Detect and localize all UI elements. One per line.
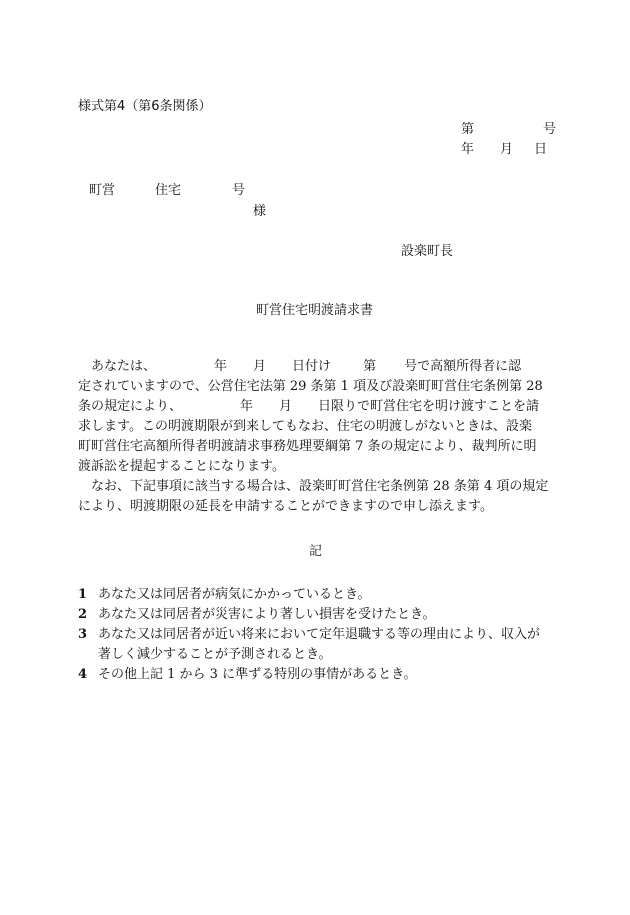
item-text-wrap (98, 625, 540, 665)
recipient-town: 町営 (89, 183, 116, 198)
ki-heading: 記 (309, 544, 323, 559)
body-fragment: 年 (214, 359, 228, 374)
date-day: 日 (534, 142, 548, 157)
item-number: 2 (78, 607, 88, 622)
recipient-honorific: 様 (253, 204, 267, 219)
body-line: 町町営住宅高額所得者明渡請求事務処理要綱第 7 条の規定により、裁判所に明 (78, 439, 537, 454)
document-number (461, 121, 556, 139)
body-fragment: 年 (240, 399, 254, 414)
sender-name: 設楽町長 (401, 244, 454, 259)
body-line: なお、下記事項に該当する場合は、設楽町町営住宅条例第 28 条第 4 項の規定 (91, 479, 549, 494)
body-line: 渡訴訟を提起することになります。 (78, 459, 285, 474)
body-line (78, 357, 556, 377)
date-year: 年 (461, 142, 475, 157)
item-text: あなた又は同居者が災害により著しい損害を受けたとき。 (98, 607, 436, 622)
body-fragment: 月 (253, 359, 267, 374)
item-number: 3 (78, 627, 88, 642)
item-text: あなた又は同居者が病気にかかっているとき。 (98, 587, 371, 602)
item-text: その他上記 1 から 3 に準ずる特別の事情があるとき。 (98, 667, 417, 682)
form-label: 様式第4（第6条関係） (78, 99, 212, 114)
item-text-continued: 著しく減少することが予測されるとき。 (98, 647, 332, 662)
item-number: 1 (78, 587, 88, 602)
body-fragment: 号で高額所得者に認 (404, 359, 522, 374)
items-list (78, 585, 568, 685)
recipient-room: 号 (232, 183, 246, 198)
list-item (78, 605, 568, 625)
number-prefix: 第 (461, 122, 475, 137)
item-number: 4 (78, 667, 88, 682)
body-line: 定されていますので、公営住宅法第 29 条第 1 項及び設楽町町営住宅条例第 28 (78, 379, 543, 394)
body-text (78, 357, 556, 517)
body-fragment: 日限りで町営住宅を明け渡すことを請 (318, 399, 540, 414)
body-line: 求します。この明渡期限が到来してもなお、住宅の明渡しがないときは、設楽 (78, 419, 532, 434)
item-text: あなた又は同居者が近い将来において定年退職する等の理由により、収入が (98, 627, 541, 642)
date-month: 月 (500, 142, 514, 157)
body-line (78, 397, 556, 417)
recipient-address (89, 182, 245, 200)
document-title: 町営住宅明渡請求書 (256, 303, 374, 318)
body-fragment: 日付け (292, 359, 332, 374)
body-fragment: 条の規定により、 (78, 399, 183, 414)
recipient-housing: 住宅 (155, 183, 182, 198)
body-fragment: あなたは、 (91, 359, 157, 374)
number-suffix: 号 (543, 122, 557, 137)
body-fragment: 月 (279, 399, 293, 414)
body-fragment: 第 (363, 359, 377, 374)
document-date (461, 141, 547, 159)
body-line: により、明渡期限の延長を申請することができますので申し添えます。 (78, 499, 493, 514)
list-item (78, 665, 568, 685)
list-item (78, 625, 568, 665)
list-item (78, 585, 568, 605)
